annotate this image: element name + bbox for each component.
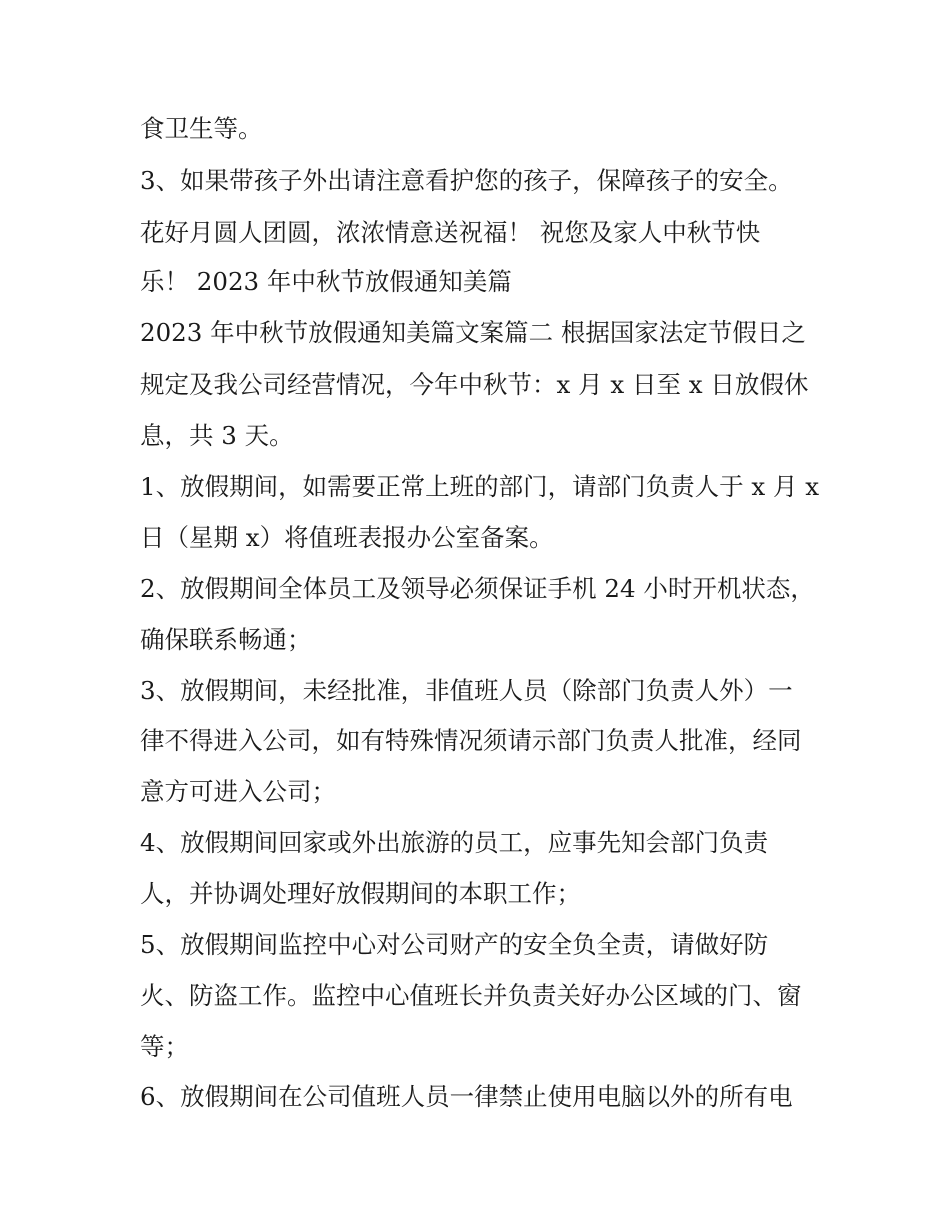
text-line: 规定及我公司经营情况，今年中秋节：x 月 x 日至 x 日放假休 [140,370,809,399]
text-line: 3、放假期间，未经批准，非值班人员（除部门负责人外）一 [140,676,793,705]
text-line: 意方可进入公司； [140,777,336,806]
text-line: 火、防盗工作。监控中心值班长并负责关好办公区域的门、窗 [140,981,802,1010]
text-line: 1、放假期间，如需要正常上班的部门，请部门负责人于 x 月 x [140,472,820,501]
text-line: 等； [140,1032,189,1061]
text-line: 5、放假期间监控中心对公司财产的安全负全责，请做好防 [140,930,769,959]
text-line: 6、放假期间在公司值班人员一律禁止使用电脑以外的所有电 [140,1082,793,1111]
text-line: 花好月圆人团圆，浓浓情意送祝福！ 祝您及家人中秋节快 [140,218,761,247]
text-line: 确保联系畅通； [140,625,312,654]
text-line: 息，共 3 天。 [140,421,294,450]
text-line: 乐！ 2023 年中秋节放假通知美篇 [140,267,512,296]
text-line: 3、如果带孩子外出请注意看护您的孩子，保障孩子的安全。 [140,166,793,195]
text-line: 4、放假期间回家或外出旅游的员工，应事先知会部门负责 [140,828,769,857]
text-line: 食卫生等。 [140,114,263,143]
text-line: 人，并协调处理好放假期间的本职工作； [140,879,581,908]
text-line: 日（星期 x）将值班表报办公室备案。 [140,523,554,552]
text-line: 律不得进入公司，如有特殊情况须请示部门负责人批准，经同 [140,726,802,755]
text-line: 2023 年中秋节放假通知美篇文案篇二 根据国家法定节假日之 [140,318,806,347]
text-line: 2、放假期间全体员工及领导必须保证手机 24 小时开机状态， [140,574,815,603]
